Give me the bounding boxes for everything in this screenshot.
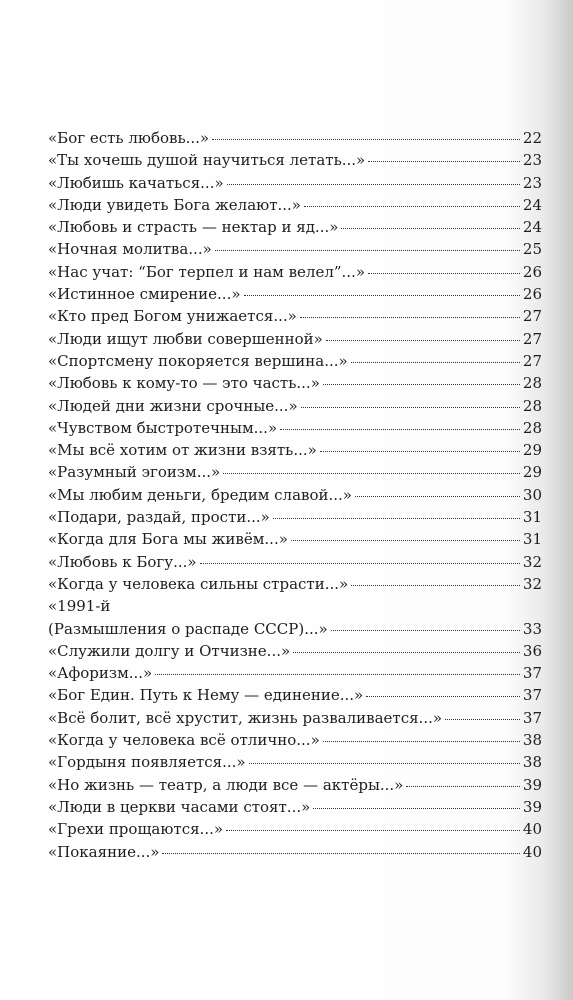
toc-entry — [48, 238, 542, 260]
toc-entry — [48, 796, 542, 818]
toc-entry-title: «Ночная молитва...» — [48, 240, 212, 259]
toc-entry-title: «Гордыня появляется...» — [48, 753, 246, 772]
toc-entry — [48, 439, 542, 461]
dot-leader — [162, 852, 519, 854]
dot-leader — [291, 539, 520, 541]
toc-entry-title: «Люди увидеть Бога желают...» — [48, 195, 301, 214]
toc-entry-title: «Спортсмену покоряется вершина...» — [48, 351, 348, 370]
toc-entry-page-number: 31 — [522, 530, 542, 549]
dot-leader — [351, 361, 520, 363]
toc-entry-page-number: 40 — [522, 820, 542, 839]
toc-entry-title: «Любовь к кому-то — это часть...» — [48, 374, 320, 393]
toc-entry — [48, 328, 542, 350]
dot-leader — [249, 762, 520, 764]
toc-entry — [48, 149, 542, 171]
toc-entry — [48, 216, 542, 238]
toc-entry-title: «Мы всё хотим от жизни взять...» — [48, 441, 317, 460]
toc-entry-page-number: 28 — [522, 418, 542, 437]
toc-entry — [48, 461, 542, 483]
toc-entry-page-number: 27 — [522, 329, 542, 348]
toc-entry — [48, 350, 542, 372]
dot-leader — [406, 785, 520, 787]
toc-entry-page-number: 33 — [522, 619, 542, 638]
toc-entry-page-number: 38 — [522, 753, 542, 772]
toc-entry-page-number: 28 — [522, 374, 542, 393]
table-of-contents — [48, 127, 542, 863]
toc-entry — [48, 372, 542, 394]
toc-entry-page-number: 28 — [522, 396, 542, 415]
dot-leader — [341, 227, 519, 229]
toc-entry-page-number: 37 — [522, 664, 542, 683]
dot-leader — [351, 584, 520, 586]
dot-leader — [320, 450, 520, 452]
toc-entry — [48, 774, 542, 796]
dot-leader — [445, 718, 520, 720]
toc-entry-page-number: 32 — [522, 574, 542, 593]
toc-entry-title: «Покаяние...» — [48, 842, 160, 861]
dot-leader — [326, 339, 520, 341]
toc-entry — [48, 640, 542, 662]
toc-entry-title: «Когда у человека сильны страсти...» — [48, 574, 349, 593]
toc-entry-title: «Бог есть любовь...» — [48, 129, 210, 147]
toc-entry — [48, 662, 542, 684]
toc-entry-page-number: 24 — [522, 195, 542, 214]
dot-leader — [155, 673, 520, 675]
toc-entry-title: «Истинное смирение...» — [48, 285, 241, 304]
dot-leader — [226, 829, 520, 831]
toc-entry-page-number: 23 — [522, 151, 542, 170]
toc-entry-page-number: 26 — [522, 285, 542, 304]
toc-entry-page-number: 40 — [522, 842, 542, 861]
toc-entry-title: «Люди ищут любви совершенной» — [48, 329, 323, 348]
toc-entry-page-number: 26 — [522, 262, 542, 281]
toc-entry-title: (Размышления о распаде СССР)...» — [48, 619, 328, 638]
toc-entry-page-number: 29 — [522, 463, 542, 482]
toc-entry-title: «Любишь качаться...» — [48, 173, 224, 192]
toc-entry — [48, 506, 542, 528]
toc-entry-page-number: 32 — [522, 552, 542, 571]
toc-entry-page-number: 39 — [522, 797, 542, 816]
toc-entry-page-number: 23 — [522, 173, 542, 192]
toc-entry-page-number: 39 — [522, 775, 542, 794]
toc-entry — [48, 283, 542, 305]
toc-entry-title: «Нас учат: “Бог терпел и нам велел”...» — [48, 262, 366, 281]
dot-leader — [323, 740, 520, 742]
toc-entry-title: «Разумный эгоизм...» — [48, 463, 221, 482]
dot-leader — [212, 138, 520, 140]
toc-entry-title: «Но жизнь — театр, а люди все — актёры...» — [48, 775, 404, 794]
toc-entry — [48, 261, 542, 283]
dot-leader — [304, 205, 520, 207]
toc-entry-title: «Афоризм...» — [48, 664, 153, 683]
dot-leader — [273, 517, 520, 519]
toc-entry — [48, 841, 542, 863]
toc-entry-title: «Служили долгу и Отчизне...» — [48, 641, 291, 660]
toc-entry-title: «Когда для Бога мы живём...» — [48, 530, 288, 549]
toc-entry-page-number: 37 — [522, 708, 542, 727]
toc-entry — [48, 194, 542, 216]
toc-entry-page-number: 27 — [522, 307, 542, 326]
toc-entry — [48, 573, 542, 595]
dot-leader — [355, 495, 520, 497]
toc-entry — [48, 729, 542, 751]
toc-entry-page-number: 27 — [522, 351, 542, 370]
toc-entry-page-number: 25 — [522, 240, 542, 259]
dot-leader — [280, 428, 520, 430]
toc-entry-title: «Мы любим деньги, бредим славой...» — [48, 485, 352, 504]
toc-entry — [48, 127, 542, 149]
toc-entry-page-number: 24 — [522, 218, 542, 237]
toc-entry — [48, 551, 542, 573]
toc-entry — [48, 528, 542, 550]
toc-entry-page-number: 37 — [522, 686, 542, 705]
dot-leader — [366, 695, 520, 697]
toc-entry — [48, 751, 542, 773]
toc-entry — [48, 305, 542, 327]
toc-entry — [48, 172, 542, 194]
toc-entry-title: «Любовь и страсть — нектар и яд...» — [48, 218, 339, 237]
dot-leader — [293, 651, 520, 653]
toc-entry-page-number: 38 — [522, 731, 542, 750]
dot-leader — [368, 160, 520, 162]
toc-entry-title: «Подари, раздай, прости...» — [48, 508, 270, 527]
toc-entry-title: «Всё болит, всё хрустит, жизнь разваливается...» — [48, 708, 443, 727]
dot-leader — [227, 183, 520, 185]
toc-entry-page-number: 31 — [522, 508, 542, 527]
dot-leader — [223, 472, 520, 474]
dot-leader — [323, 383, 520, 385]
dot-leader — [200, 562, 520, 564]
toc-entry-title: «Грехи прощаются...» — [48, 820, 224, 839]
dot-leader — [300, 316, 520, 318]
toc-entry — [48, 417, 542, 439]
dot-leader — [244, 294, 520, 296]
toc-entry-title: «Людей дни жизни срочные...» — [48, 396, 298, 415]
dot-leader — [368, 272, 520, 274]
toc-entry-title: «Когда у человека всё отлично...» — [48, 731, 320, 750]
toc-entry-title: «1991-й — [48, 597, 111, 616]
toc-entry — [48, 707, 542, 729]
toc-entry — [48, 595, 542, 617]
toc-entry — [48, 618, 542, 640]
toc-entry — [48, 484, 542, 506]
toc-entry-page-number: 29 — [522, 441, 542, 460]
dot-leader — [215, 249, 520, 251]
toc-entry-page-number: 36 — [522, 641, 542, 660]
toc-entry — [48, 684, 542, 706]
toc-entry — [48, 395, 542, 417]
toc-entry-page-number: 22 — [522, 129, 542, 147]
toc-entry-page-number: 30 — [522, 485, 542, 504]
dot-leader — [313, 807, 520, 809]
toc-entry-title: «Бог Един. Путь к Нему — единение...» — [48, 686, 364, 705]
toc-entry-title: «Чувством быстротечным...» — [48, 418, 278, 437]
toc-entry-title: «Любовь к Богу...» — [48, 552, 197, 571]
toc-entry — [48, 818, 542, 840]
toc-entry-title: «Люди в церкви часами стоят...» — [48, 797, 311, 816]
toc-entry-title: «Ты хочешь душой научиться летать...» — [48, 151, 366, 170]
toc-entry-title: «Кто пред Богом унижается...» — [48, 307, 297, 326]
dot-leader — [331, 629, 520, 631]
dot-leader — [301, 406, 520, 408]
